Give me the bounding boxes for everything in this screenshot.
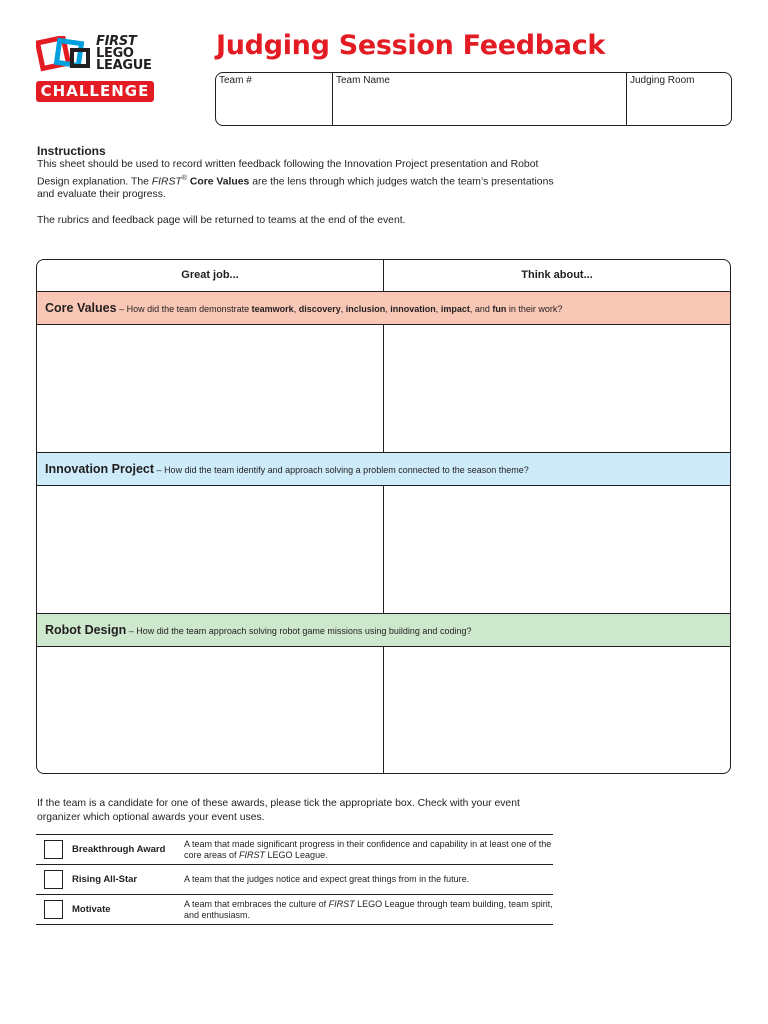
page-title: Judging Session Feedback [216,30,606,61]
award-description: A team that the judges notice and expect great things from in the future. [184,874,470,884]
award-row [36,895,553,925]
robot-design-great-job-cell[interactable] [37,647,384,774]
innovation-project-feedback-row [37,486,730,614]
innovation-think-about-cell[interactable] [384,486,730,613]
think-about-header: Think about... [521,269,593,281]
instructions-return-note: The rubrics and feedback page will be returned to teams at the end of the event. [37,215,406,226]
team-number-label: Team # [219,75,252,86]
award-name: Motivate [72,904,111,915]
logo-challenge-badge: CHALLENGE [36,81,154,102]
robot-design-section-header: Robot Design – How did the team approach solving robot game missions using building and coding? [37,614,730,647]
judging-room-field[interactable] [627,73,731,125]
logo-lego: LEGO [96,46,134,61]
great-job-header: Great job... [37,260,384,291]
team-info-box [215,72,732,126]
innovation-great-job-cell[interactable] [37,486,384,613]
awards-table [36,834,553,925]
core-values-section-header: Core Values – How did the team demonstrate teamwork, discovery, inclusion, innovation, impact, and fun in their work? [37,292,730,325]
team-name-field[interactable] [333,73,627,125]
robot-design-think-about-cell[interactable] [384,647,730,774]
logo-first: FIRST [96,34,137,49]
award-row [36,835,553,865]
feedback-table [36,259,731,774]
core-values-great-job-cell[interactable] [37,325,384,452]
robot-design-feedback-row [37,647,730,774]
feedback-header-row [37,260,730,292]
core-values-think-about-cell[interactable] [384,325,730,452]
innovation-project-section-header: Innovation Project – How did the team identify and approach solving a problem connected to the season theme? [37,453,730,486]
logo-mark-icon [36,36,94,76]
team-number-field[interactable] [216,73,333,125]
judging-room-label: Judging Room [630,75,695,86]
first-lego-league-logo [36,34,156,104]
motivate-award-checkbox[interactable] [44,900,63,919]
award-description: A team that made significant progress in their confidence and capability in at least one of the core areas of FIRST LEGO League. [184,838,552,860]
breakthrough-award-checkbox[interactable] [44,840,63,859]
instructions-text: This sheet should be used to record written feedback following the Innovation Project presentation and Robot Design explanation. The FIRST® Core Values are the lens through which judges watch the team’s presentations and evaluate their progress. [37,159,554,201]
award-name: Rising All-Star [72,874,138,885]
core-values-feedback-row [37,325,730,453]
rising-all-star-checkbox[interactable] [44,870,63,889]
awards-intro: If the team is a candidate for one of these awards, please tick the appropriate box. Check with your event organizer which optional awards your event uses. [37,798,520,823]
logo-league: LEAGUE [96,58,152,73]
instructions-heading: Instructions [37,144,106,158]
team-name-label: Team Name [336,75,390,86]
award-description: A team that embraces the culture of FIRST LEGO League through team building, team spirit, and enthusiasm. [184,898,553,920]
award-name: Breakthrough Award [72,844,166,855]
award-row [36,865,553,895]
